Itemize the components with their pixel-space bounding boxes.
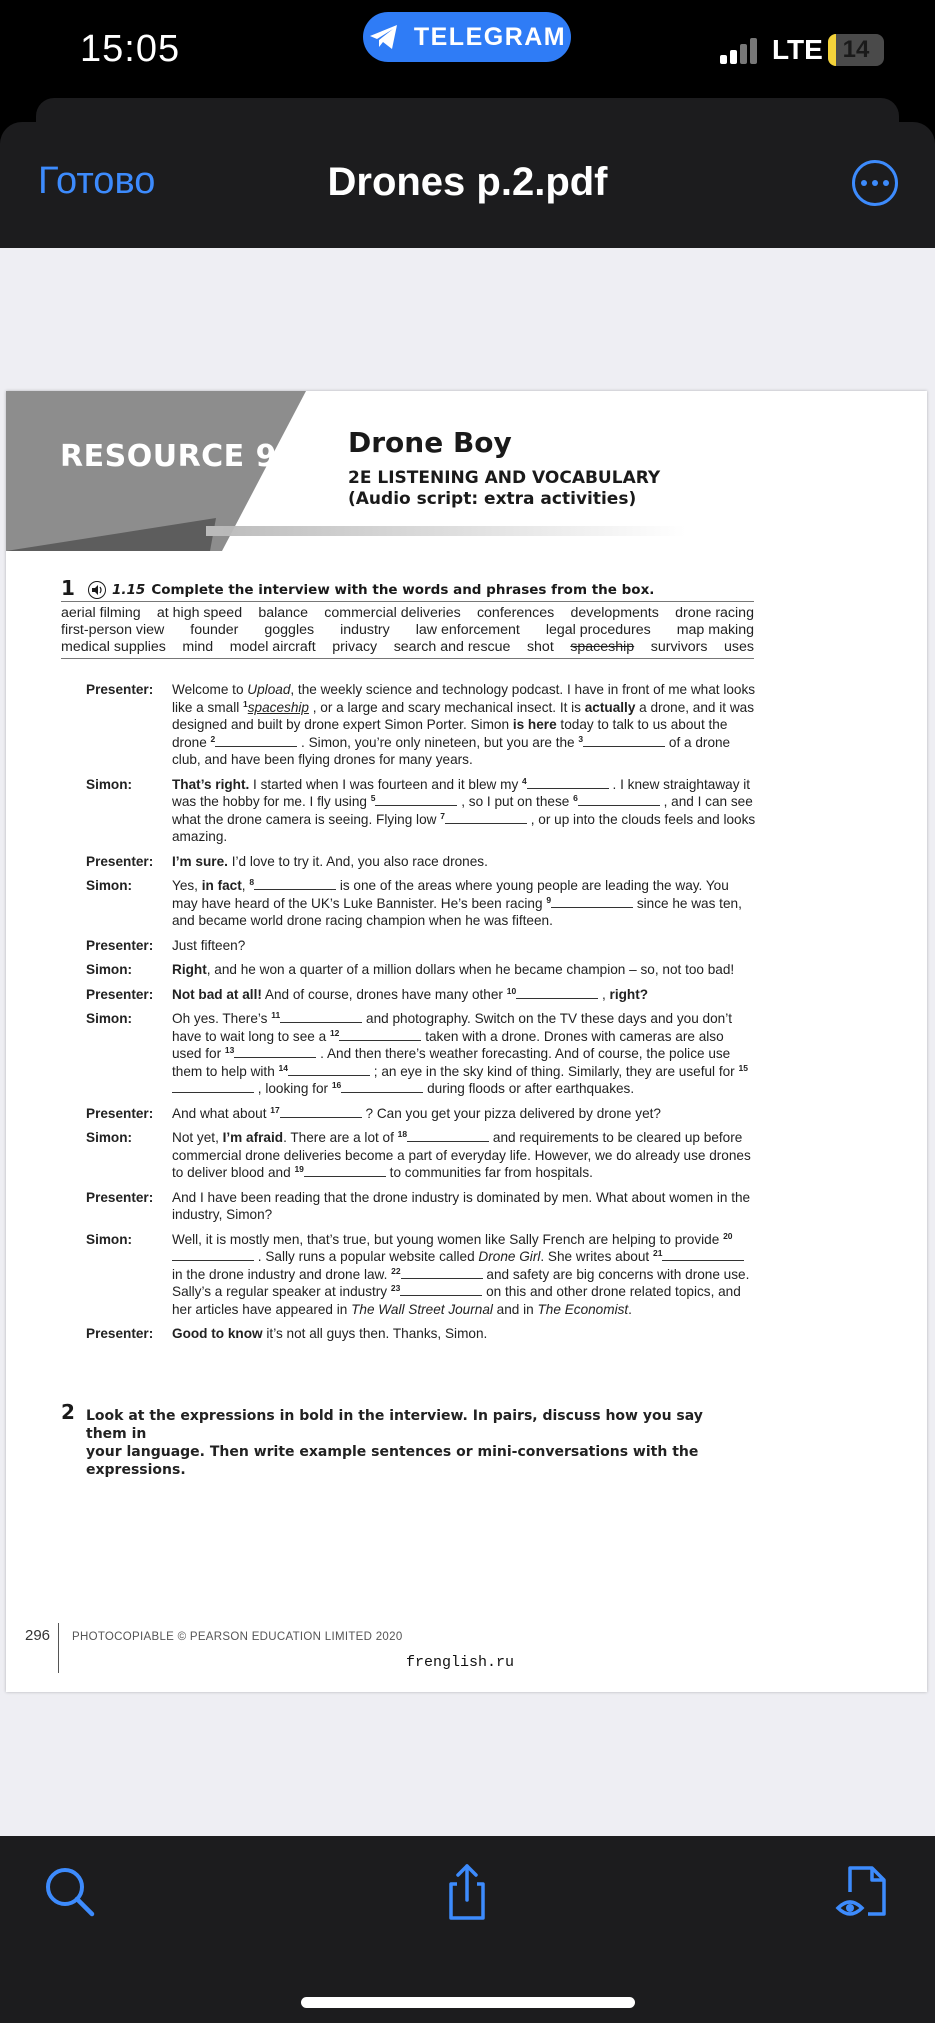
word-box <box>61 601 754 659</box>
speaker-text: Well, it is mostly men, that’s true, but young women like Sally French are helping to provide $^{20}$ . Sally runs a popular website called Drone Girl. She writes about $^{21}$ in the drone industry and drone law. $^{22}$ and safety are big concerns with drone use. Sally’s a regular speaker at industry $^{23}$ on this and other drone related topics, and her articles have appeared in The Wall Street Journal and in The Economist. <box>172 1230 750 1317</box>
search-icon[interactable] <box>40 1862 100 1922</box>
telegram-icon <box>368 23 400 51</box>
speaker-label: Presenter: <box>86 986 154 1002</box>
signal-icon <box>720 38 760 64</box>
speaker-text: Welcome to Upload, the weekly science and technology podcast. I have in front of me what looks like a small $^1$spaceship , or a large and scary mechanical insect. It is actually a drone, and it was designed and built by drone expert Simon Porter. Simon is here today to talk to us about the drone $^2$ . Simon, you’re only nineteen, but you are the $^3$ of a drone club, and have been flying drones for many years. <box>172 682 756 767</box>
word-box-item: mind <box>182 639 214 655</box>
script-turn <box>86 1105 756 1123</box>
battery-icon <box>828 34 884 66</box>
page-subtitle <box>348 468 660 510</box>
battery-level: 14 <box>842 36 870 63</box>
word-box-item: first-person view <box>61 622 165 638</box>
network-type: LTE <box>772 34 823 65</box>
bottom-toolbar <box>0 1836 935 2023</box>
speaker-label: Presenter: <box>86 853 154 869</box>
answer-blank <box>254 878 336 890</box>
word-box-item: legal procedures <box>545 622 651 638</box>
return-app-label: TELEGRAM <box>413 22 567 51</box>
exercise-2-line-1: Look at the expressions in bold in the interview. In pairs, discuss how you say them in <box>86 1408 703 1442</box>
answer-blank <box>215 735 297 747</box>
exercise-2-instruction <box>86 1407 726 1479</box>
speaker-label: Simon: <box>86 1130 133 1145</box>
more-options-icon[interactable] <box>852 160 898 206</box>
speaker-label: Simon: <box>86 878 133 893</box>
subtitle-line-1: 2E LISTENING AND VOCABULARY <box>348 468 661 488</box>
answer-blank <box>527 777 609 789</box>
answer-blank <box>339 1029 421 1041</box>
word-box-row <box>61 639 754 656</box>
word-box-item: commercial deliveries <box>324 605 461 621</box>
word-box-item: model aircraft <box>229 639 316 655</box>
word-box-item: industry <box>340 622 390 638</box>
share-icon[interactable] <box>437 1862 497 1922</box>
speaker-text: And I have been reading that the drone industry is dominated by men. What about women in the industry, Simon? <box>172 1189 751 1222</box>
speaker-text: Just fifteen? <box>172 937 246 953</box>
answer-blank <box>407 1130 489 1142</box>
answer-blank <box>280 1011 362 1023</box>
speaker-label: Presenter: <box>86 1105 154 1121</box>
word-box-item: spaceship <box>570 639 635 655</box>
page-title: Drone Boy <box>348 426 512 459</box>
word-box-item: balance <box>258 605 309 621</box>
speaker-label: Presenter: <box>86 682 154 697</box>
speaker-label: Simon: <box>86 962 133 977</box>
answer-blank <box>578 794 660 806</box>
word-box-item: founder <box>190 622 239 638</box>
word-box-item: at high speed <box>156 605 243 621</box>
answer-blank <box>172 1249 254 1261</box>
answer-blank <box>288 1064 370 1076</box>
status-time: 15:05 <box>80 28 181 70</box>
answer-blank <box>172 1081 254 1093</box>
speaker-label: Presenter: <box>86 937 154 953</box>
interview-script <box>86 681 756 1350</box>
speaker-text: That’s right. I started when I was fourteen and it blew my $^4$ . I knew straightaway it was the hobby for me. I fly using $^5$ , so I put on these $^6$ , and I can see what the drone camera is seeing. Flying low $^7$ , or up into the clouds feels and looks amazing. <box>172 775 756 844</box>
word-box-item: search and rescue <box>393 639 511 655</box>
word-box-item: goggles <box>264 622 315 638</box>
speaker-label: Simon: <box>86 1011 133 1026</box>
audio-track-number: 1.15 <box>112 582 146 598</box>
answer-blank <box>375 794 457 806</box>
subtitle-line-2: (Audio script: extra activities) <box>348 489 637 509</box>
script-turn <box>86 961 756 979</box>
home-indicator[interactable] <box>301 1997 635 2008</box>
word-box-row <box>61 622 754 639</box>
speaker-text: I’m sure. I’d love to try it. And, you also race drones. <box>172 853 488 869</box>
status-bar <box>0 0 935 110</box>
answer-blank <box>516 987 598 999</box>
word-box-item: medical supplies <box>61 639 166 655</box>
return-to-app-pill[interactable] <box>363 12 571 62</box>
speaker-text: Not bad at all! And of course, drones have many other $^{10}$ , right? <box>172 985 649 1002</box>
word-box-item: map making <box>676 622 754 638</box>
answer-blank <box>280 1106 362 1118</box>
copyright-notice: PHOTOCOPIABLE © PEARSON EDUCATION LIMITED 2020 <box>72 1631 403 1643</box>
script-turn <box>86 776 756 846</box>
speaker-text: Good to know it’s not all guys then. Thanks, Simon. <box>172 1326 488 1341</box>
answer-blank <box>341 1081 423 1093</box>
answer-blank <box>400 1284 482 1296</box>
exercise-2-line-2: your language. Then write example sentences or mini-conversations with the expressions. <box>86 1444 699 1478</box>
exercise-1-text: Complete the interview with the words and phrases from the box. <box>151 582 655 598</box>
speaker-label: Presenter: <box>86 1189 154 1205</box>
answer-blank <box>445 812 527 824</box>
site-watermark: frenglish.ru <box>406 1654 515 1671</box>
answer-blank <box>551 896 633 908</box>
word-box-item: aerial filming <box>61 605 141 621</box>
word-box-row <box>61 605 754 622</box>
exercise-2-number: 2 <box>61 1400 75 1424</box>
resource-label: RESOURCE 9 <box>60 439 277 474</box>
word-box-item: uses <box>724 639 754 655</box>
answer-blank <box>662 1249 744 1261</box>
script-turn <box>86 986 756 1004</box>
speaker-text: Not yet, I’m afraid. There are a lot of $^{18}$ and requirements to be cleared up before commercial drone deliveries become a part of everyday life. However, we do already use drones to deliver blood and $^{19}$ to communities far from hospitals. <box>172 1129 751 1180</box>
script-turn <box>86 853 756 871</box>
speaker-label: Simon: <box>86 776 133 792</box>
word-box-item: shot <box>526 639 554 655</box>
script-turn <box>86 1231 756 1319</box>
speaker-label: Simon: <box>86 1231 133 1247</box>
word-box-item: law enforcement <box>415 622 520 638</box>
answer-blank <box>234 1046 316 1058</box>
banner-rule <box>206 526 686 536</box>
word-box-item: drone racing <box>675 605 754 621</box>
script-turn <box>86 937 756 955</box>
script-turn <box>86 1010 756 1098</box>
answer-blank <box>583 735 665 747</box>
script-turn <box>86 1129 756 1182</box>
answer-blank <box>304 1165 386 1177</box>
speaker-label: Presenter: <box>86 1326 154 1341</box>
script-turn <box>86 1325 756 1343</box>
word-box-item: privacy <box>332 639 378 655</box>
page-number: 296 <box>25 1627 51 1644</box>
word-box-item: developments <box>570 605 659 621</box>
speaker-text: And what about $^{17}$ ? Can you get your pizza delivered by drone yet? <box>172 1104 661 1121</box>
quick-look-document-icon[interactable] <box>834 1862 894 1922</box>
speaker-text: Right, and he won a quarter of a million dollars when he became champion – so, not too bad! <box>172 962 735 977</box>
nav-bar <box>0 122 935 248</box>
pdf-page <box>6 391 927 1692</box>
pdf-viewer[interactable] <box>0 248 935 1836</box>
script-turn <box>86 1189 756 1224</box>
audio-speaker-icon <box>88 581 106 599</box>
document-title: Drones p.2.pdf <box>327 160 608 204</box>
footer-divider <box>58 1623 59 1673</box>
done-button[interactable]: Готово <box>38 160 156 202</box>
script-turn <box>86 877 756 930</box>
speaker-text: Oh yes. There’s $^{11}$ and photography. Switch on the TV these days and you don’t have to wait long to see a $^{12}$ taken with a drone. Drones with cameras are also used for $^{13}$ . And then there’s weather forecasting. And of course, the police use them to help with $^{14}$ ; an eye in the sky kind of thing. Similarly, they are useful for $^{15}$ , looking for $^{16}$ during floods or after earthquakes. <box>172 1010 748 1096</box>
speaker-text: Yes, in fact, $^8$ is one of the areas where young people are leading the way. You may have heard of the UK’s Luke Bannister. He’s been racing $^9$ since he was ten, and became world drone racing champion when he was fifteen. <box>172 877 742 928</box>
word-box-item: survivors <box>650 639 708 655</box>
script-turn <box>86 681 756 769</box>
word-box-item: conferences <box>476 605 555 621</box>
exercise-1-instruction <box>88 581 654 599</box>
answer-blank <box>401 1267 483 1279</box>
exercise-1-number: 1 <box>61 576 75 600</box>
